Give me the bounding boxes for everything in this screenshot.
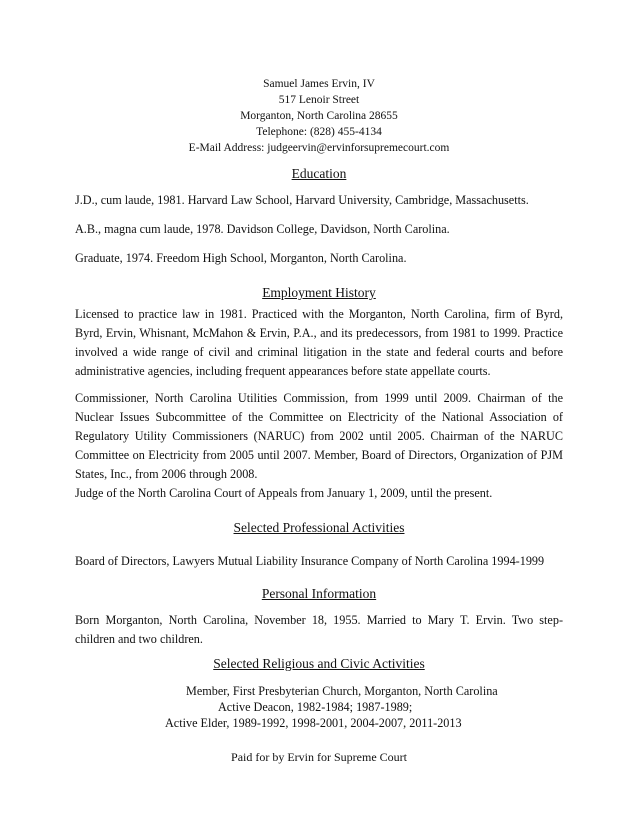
education-heading: Education <box>291 166 347 181</box>
elder-service: Active Elder, 1989-1992, 1998-2001, 2004-2007, 2011-2013 <box>165 716 462 730</box>
candidate-name: Samuel James Ervin, IV <box>263 78 375 90</box>
deacon-service: Active Deacon, 1982-1984; 1987-1989; <box>218 700 413 714</box>
city-state-zip: Morganton, North Carolina 28655 <box>240 110 398 122</box>
professional-activity-item: Board of Directors, Lawyers Mutual Liability Insurance Company of North Carolina 1994-1999 <box>75 554 545 568</box>
street-address: 517 Lenoir Street <box>278 94 360 106</box>
employment-paragraph-private-practice: Licensed to practice law in 1981. Practiced with the Morganton, North Carolina, firm of Byrd, Byrd, Ervin, Whisnant, McMahon & Ervin, P.A., and its predecessors, from 1981 to 1999. Practice involved a wide range of civil and criminal litigation in the state and federal courts and before administrative agencies, including frequent appearances before state appellate courts. <box>75 307 563 378</box>
paid-for-disclaimer: Paid for by Ervin for Supreme Court <box>231 750 407 764</box>
education-item-high-school: Graduate, 1974. Freedom High School, Morganton, North Carolina. <box>75 251 407 265</box>
employment-paragraph-utilities-commission: Commissioner, North Carolina Utilities Commission, from 1999 until 2009. Chairman of the Nuclear Issues Subcommittee of the Committee on Electricity of the National Association of Regulatory Utility Commissioners (NARUC) from 2002 until 2005. Chairman of the NARUC Committee on Electricity from 2005 until 2007. Member, Board of Directors, Organization of PJM States, Inc., from 2006 through 2008. <box>75 391 563 481</box>
religious-civic-heading: Selected Religious and Civic Activities <box>213 656 425 671</box>
personal-information-paragraph: Born Morganton, North Carolina, November 18, 1955. Married to Mary T. Ervin. Two step-children and two children. <box>75 613 563 646</box>
education-item-jd: J.D., cum laude, 1981. Harvard Law School, Harvard University, Cambridge, Massachusetts. <box>75 193 529 207</box>
personal-information-heading: Personal Information <box>261 586 377 601</box>
professional-activities-heading: Selected Professional Activities <box>233 520 405 535</box>
email-address: E-Mail Address: judgeervin@ervinforsupremecourt.com <box>188 142 450 154</box>
telephone: Telephone: (828) 455-4134 <box>256 126 382 138</box>
employment-heading: Employment History <box>262 285 376 300</box>
education-item-ab: A.B., magna cum laude, 1978. Davidson College, Davidson, North Carolina. <box>75 222 450 236</box>
church-membership: Member, First Presbyterian Church, Morganton, North Carolina <box>186 684 498 698</box>
employment-paragraph-court-of-appeals: Judge of the North Carolina Court of Appeals from January 1, 2009, until the present. <box>75 486 493 500</box>
